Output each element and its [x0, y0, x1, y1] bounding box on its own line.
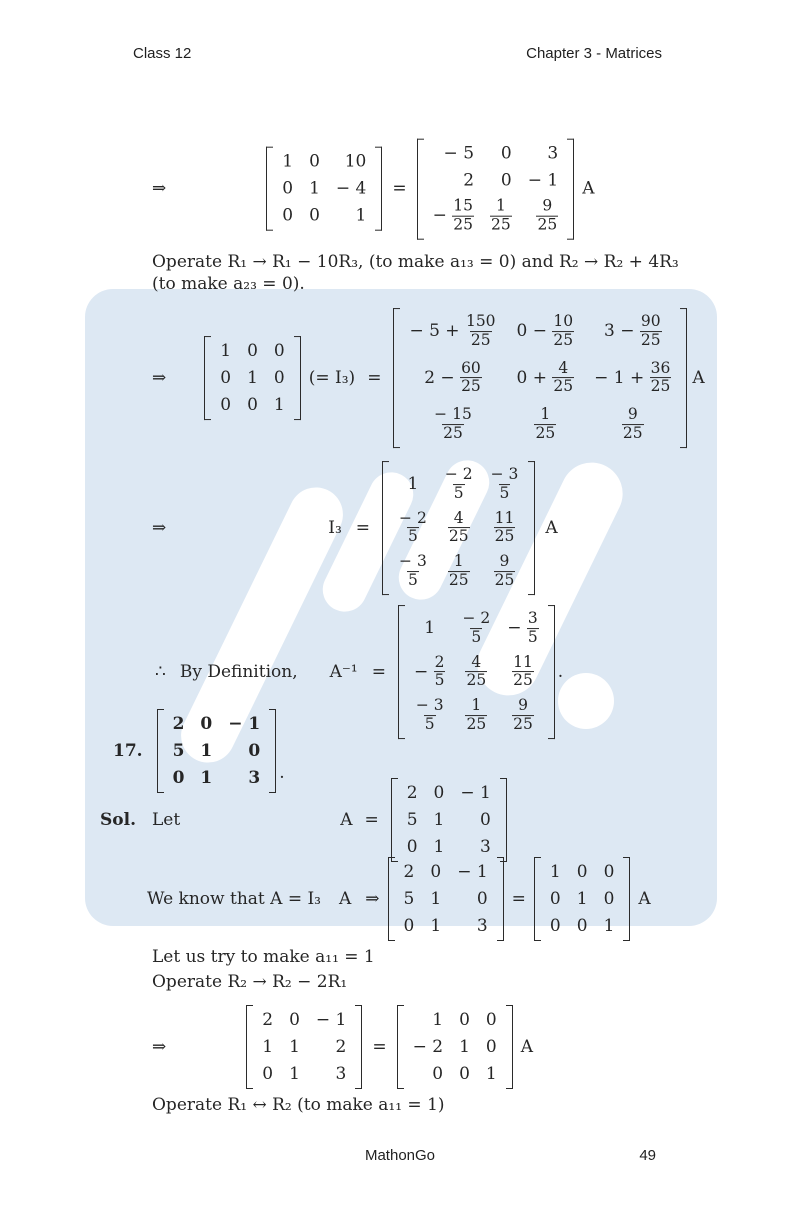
matrix-know-lhs: 2 0 − 1 5 1 0 0 1 3	[388, 857, 504, 941]
equation-step-3	[152, 461, 558, 595]
identity-symbol: I₃	[328, 518, 342, 538]
question-number: 17.	[113, 741, 143, 761]
operate-line-1a: Operate R₁ → R₁ − 10R₃, (to make a₁₃ = 0) and R₂ → R₂ + 4R₃	[152, 252, 679, 272]
let-label: Let	[152, 810, 181, 830]
footer-page-number: 49	[639, 1147, 656, 1164]
equals-sign: =	[367, 368, 382, 388]
matrix-eq3-rhs: 1 $\frac{- 2}{5}$ $\frac{- 3}{5}$ $\frac{- 2}{5}$ $\frac{4}{25}$ $\frac{11}{25}$ $\frac{- 3}{5}$ $\frac{1}{25}$ $\frac{9}{25}$	[382, 461, 535, 595]
matrix-question-17: 2 0 − 1 5 1 0 0 1 3	[157, 709, 277, 793]
matrix-name-A: A	[339, 889, 352, 909]
matrix-factor-A: A	[692, 368, 705, 388]
matrix-eq5-lhs: 2 0 − 1 1 1 2 0 1 3	[246, 1005, 362, 1089]
implies-arrow: ⇒	[152, 1037, 167, 1057]
equals-sign: =	[371, 662, 386, 682]
header-chapter: Chapter 3 - Matrices	[526, 45, 662, 62]
matrix-factor-A: A	[582, 179, 595, 199]
matrix-eq5-rhs: 1 0 0 − 2 1 0 0 0 1	[397, 1005, 513, 1089]
implies-arrow: ⇒	[152, 518, 167, 538]
matrix-factor-A: A	[545, 518, 558, 538]
matrix-eq1-lhs: 1 0 10 0 1 − 4 0 0 1	[266, 147, 382, 231]
equation-step-2	[152, 308, 705, 448]
equals-sign: =	[392, 179, 407, 199]
identity-note: (= I₃)	[308, 368, 356, 388]
equals-sign: =	[511, 889, 526, 909]
we-know-row	[147, 857, 651, 941]
we-know-text: We know that A = I₃	[147, 889, 322, 909]
equals-sign: =	[355, 518, 371, 538]
by-definition-label: By Definition,	[179, 662, 298, 682]
therefore-symbol: ∴	[155, 662, 166, 682]
implies-arrow: ⇒	[152, 179, 167, 199]
watermark-dot-icon	[558, 673, 614, 729]
solution-label: Sol.	[100, 810, 136, 830]
matrix-eq2-rhs: − 5 + $\frac{150}{25}$ 0 − $\frac{10}{25}$ 3 − $\frac{90}{25}$ 2 − $\frac{60}{25}$ 0 + $\frac{4}{25}$ − 1 + $\frac{36}{25}$ $\frac{- 15}{25}$ $\frac{1}{25}$ $\frac{9}{25}$	[393, 308, 687, 448]
matrix-know-rhs: 1 0 0 0 1 0 0 0 1	[534, 857, 630, 941]
matrix-factor-A: A	[638, 889, 651, 909]
footer-brand: MathonGo	[364, 1147, 436, 1164]
operate-line-3: Operate R₁ ↔ R₂ (to make a₁₁ = 1)	[152, 1095, 445, 1115]
equals-sign: =	[372, 1037, 387, 1057]
period: .	[557, 662, 564, 682]
implies-arrow: ⇒	[152, 368, 167, 388]
equation-step-5	[152, 1005, 533, 1089]
implies-arrow: ⇒	[365, 889, 380, 909]
matrix-a-inverse: 1 $\frac{- 2}{5}$ − $\frac{3}{5}$ − $\frac{2}{5}$ $\frac{4}{25}$ $\frac{11}{25}$ $\frac{- 3}{5}$ $\frac{1}{25}$ $\frac{9}{25}$	[398, 605, 555, 739]
try-make-line: Let us try to make a₁₁ = 1	[152, 947, 375, 967]
matrix-factor-A: A	[520, 1037, 534, 1057]
matrix-name-A: A	[340, 810, 353, 830]
period: .	[279, 763, 285, 783]
equation-step-1	[152, 139, 595, 240]
matrix-A: 2 0 − 1 5 1 0 0 1 3	[391, 778, 507, 862]
matrix-eq1-rhs: − 5 0 3 2 0 − 1 − $\frac{15}{25}$ $\frac{1}{25}$ $\frac{9}{25}$	[417, 139, 575, 240]
operate-line-1b: (to make a₂₃ = 0).	[152, 274, 305, 294]
solution-let-row	[100, 778, 507, 862]
header-class: Class 12	[133, 45, 192, 62]
equals-sign: =	[364, 810, 379, 830]
matrix-eq2-lhs: 1 0 0 0 1 0 0 0 1	[204, 336, 300, 420]
a-inverse-symbol: A⁻¹	[329, 662, 358, 682]
operate-line-2: Operate R₂ → R₂ − 2R₁	[152, 972, 348, 992]
